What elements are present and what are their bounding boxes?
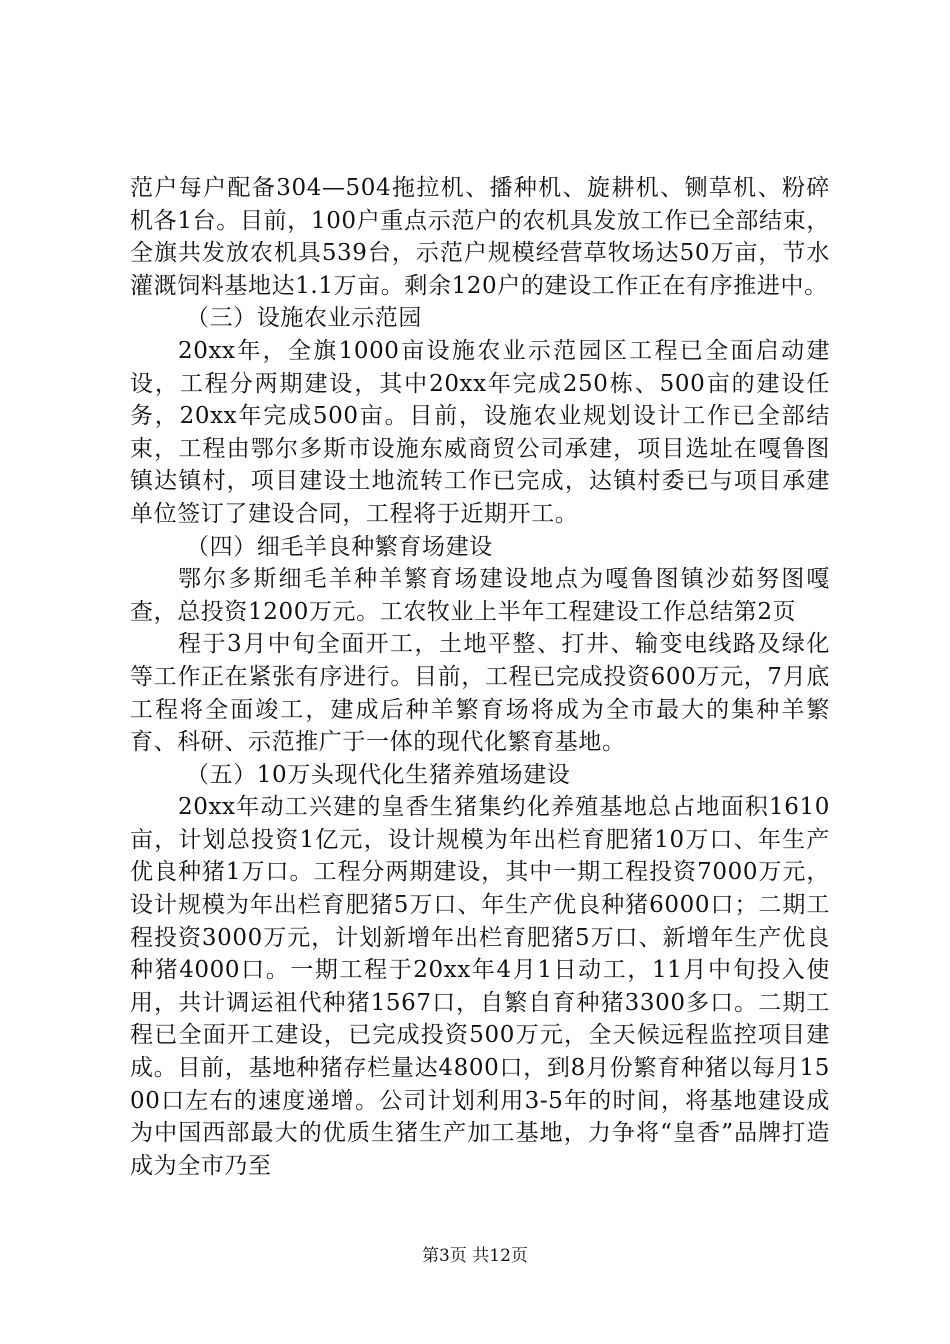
- page-footer: 第3页 共12页: [422, 1246, 528, 1266]
- heading-section-5: （五）10万头现代化生猪养殖场建设: [186, 761, 571, 788]
- paragraph-sheep-farm-progress: 程于3月中旬全面开工，土地平整、打井、输变电线路及绿化等工作正在紧张有序进行。目前，工程已完成投资600万元，7月底工程将全面竣工，建成后种羊繁育场将成为全市最大的集种羊繁育、科研、示范推广于一体的现代化繁育基地。: [130, 631, 830, 756]
- body-text: [130, 172, 830, 1182]
- heading-section-3: （三）设施农业示范园: [186, 305, 422, 332]
- heading-section-4: （四）细毛羊良种繁育场建设: [186, 533, 493, 560]
- paragraph-pig-farm: 20xx年动工兴建的皇香生猪集约化养殖基地总占地面积1610亩，计划总投资1亿元，设计规模为年出栏育肥猪10万口、年生产优良种猪1万口。工程分两期建设，其中一期工程投资7000万元，设计规模为年出栏育肥猪5万口、年生产优良种猪6000口；二期工程投资3000万元，计划新增年出栏育肥猪5万口、新增年生产优良种猪4000口。一期工程于20xx年4月1日动工，11月中旬投入使用，共计调运祖代种猪1567口，自繁自育种猪3300多口。二期工程已全面开工建设，已完成投资500万元，全天候远程监控项目建成。目前，基地种猪存栏量达4800口，到8月份繁育种猪以每月1500口左右的速度递增。公司计划利用3-5年的时间，将基地建设成为中国西部最大的优质生猪生产加工基地，力争将“皇香”品牌打造成为全市乃至: [130, 794, 830, 1179]
- paragraph-greenhouse-park: 20xx年，全旗1000亩设施农业示范园区工程已全面启动建设，工程分两期建设，其中20xx年完成250栋、500亩的建设任务，20xx年完成500亩。目前，设施农业规划设计工作已全部结束，工程由鄂尔多斯市设施东威商贸公司承建，项目选址在嘎鲁图镇达镇村，项目建设土地流转工作已完成，达镇村委已与项目承建单位签订了建设合同，工程将于近期开工。: [130, 337, 830, 527]
- paragraph-equipment: 范户每户配备304—504拖拉机、播种机、旋耕机、铡草机、粉碎机各1台。目前，100户重点示范户的农机具发放工作已全部结束，全旗共发放农机具539台，示范户规模经营草牧场达50万亩，节水灌溉饲料基地达1.1万亩。剩余120户的建设工作正在有序推进中。: [130, 175, 830, 299]
- paragraph-sheep-farm-location: 鄂尔多斯细毛羊种羊繁育场建设地点为嘎鲁图镇沙茹努图嘎查，总投资1200万元。工农牧业上半年工程建设工作总结第2页: [130, 566, 830, 625]
